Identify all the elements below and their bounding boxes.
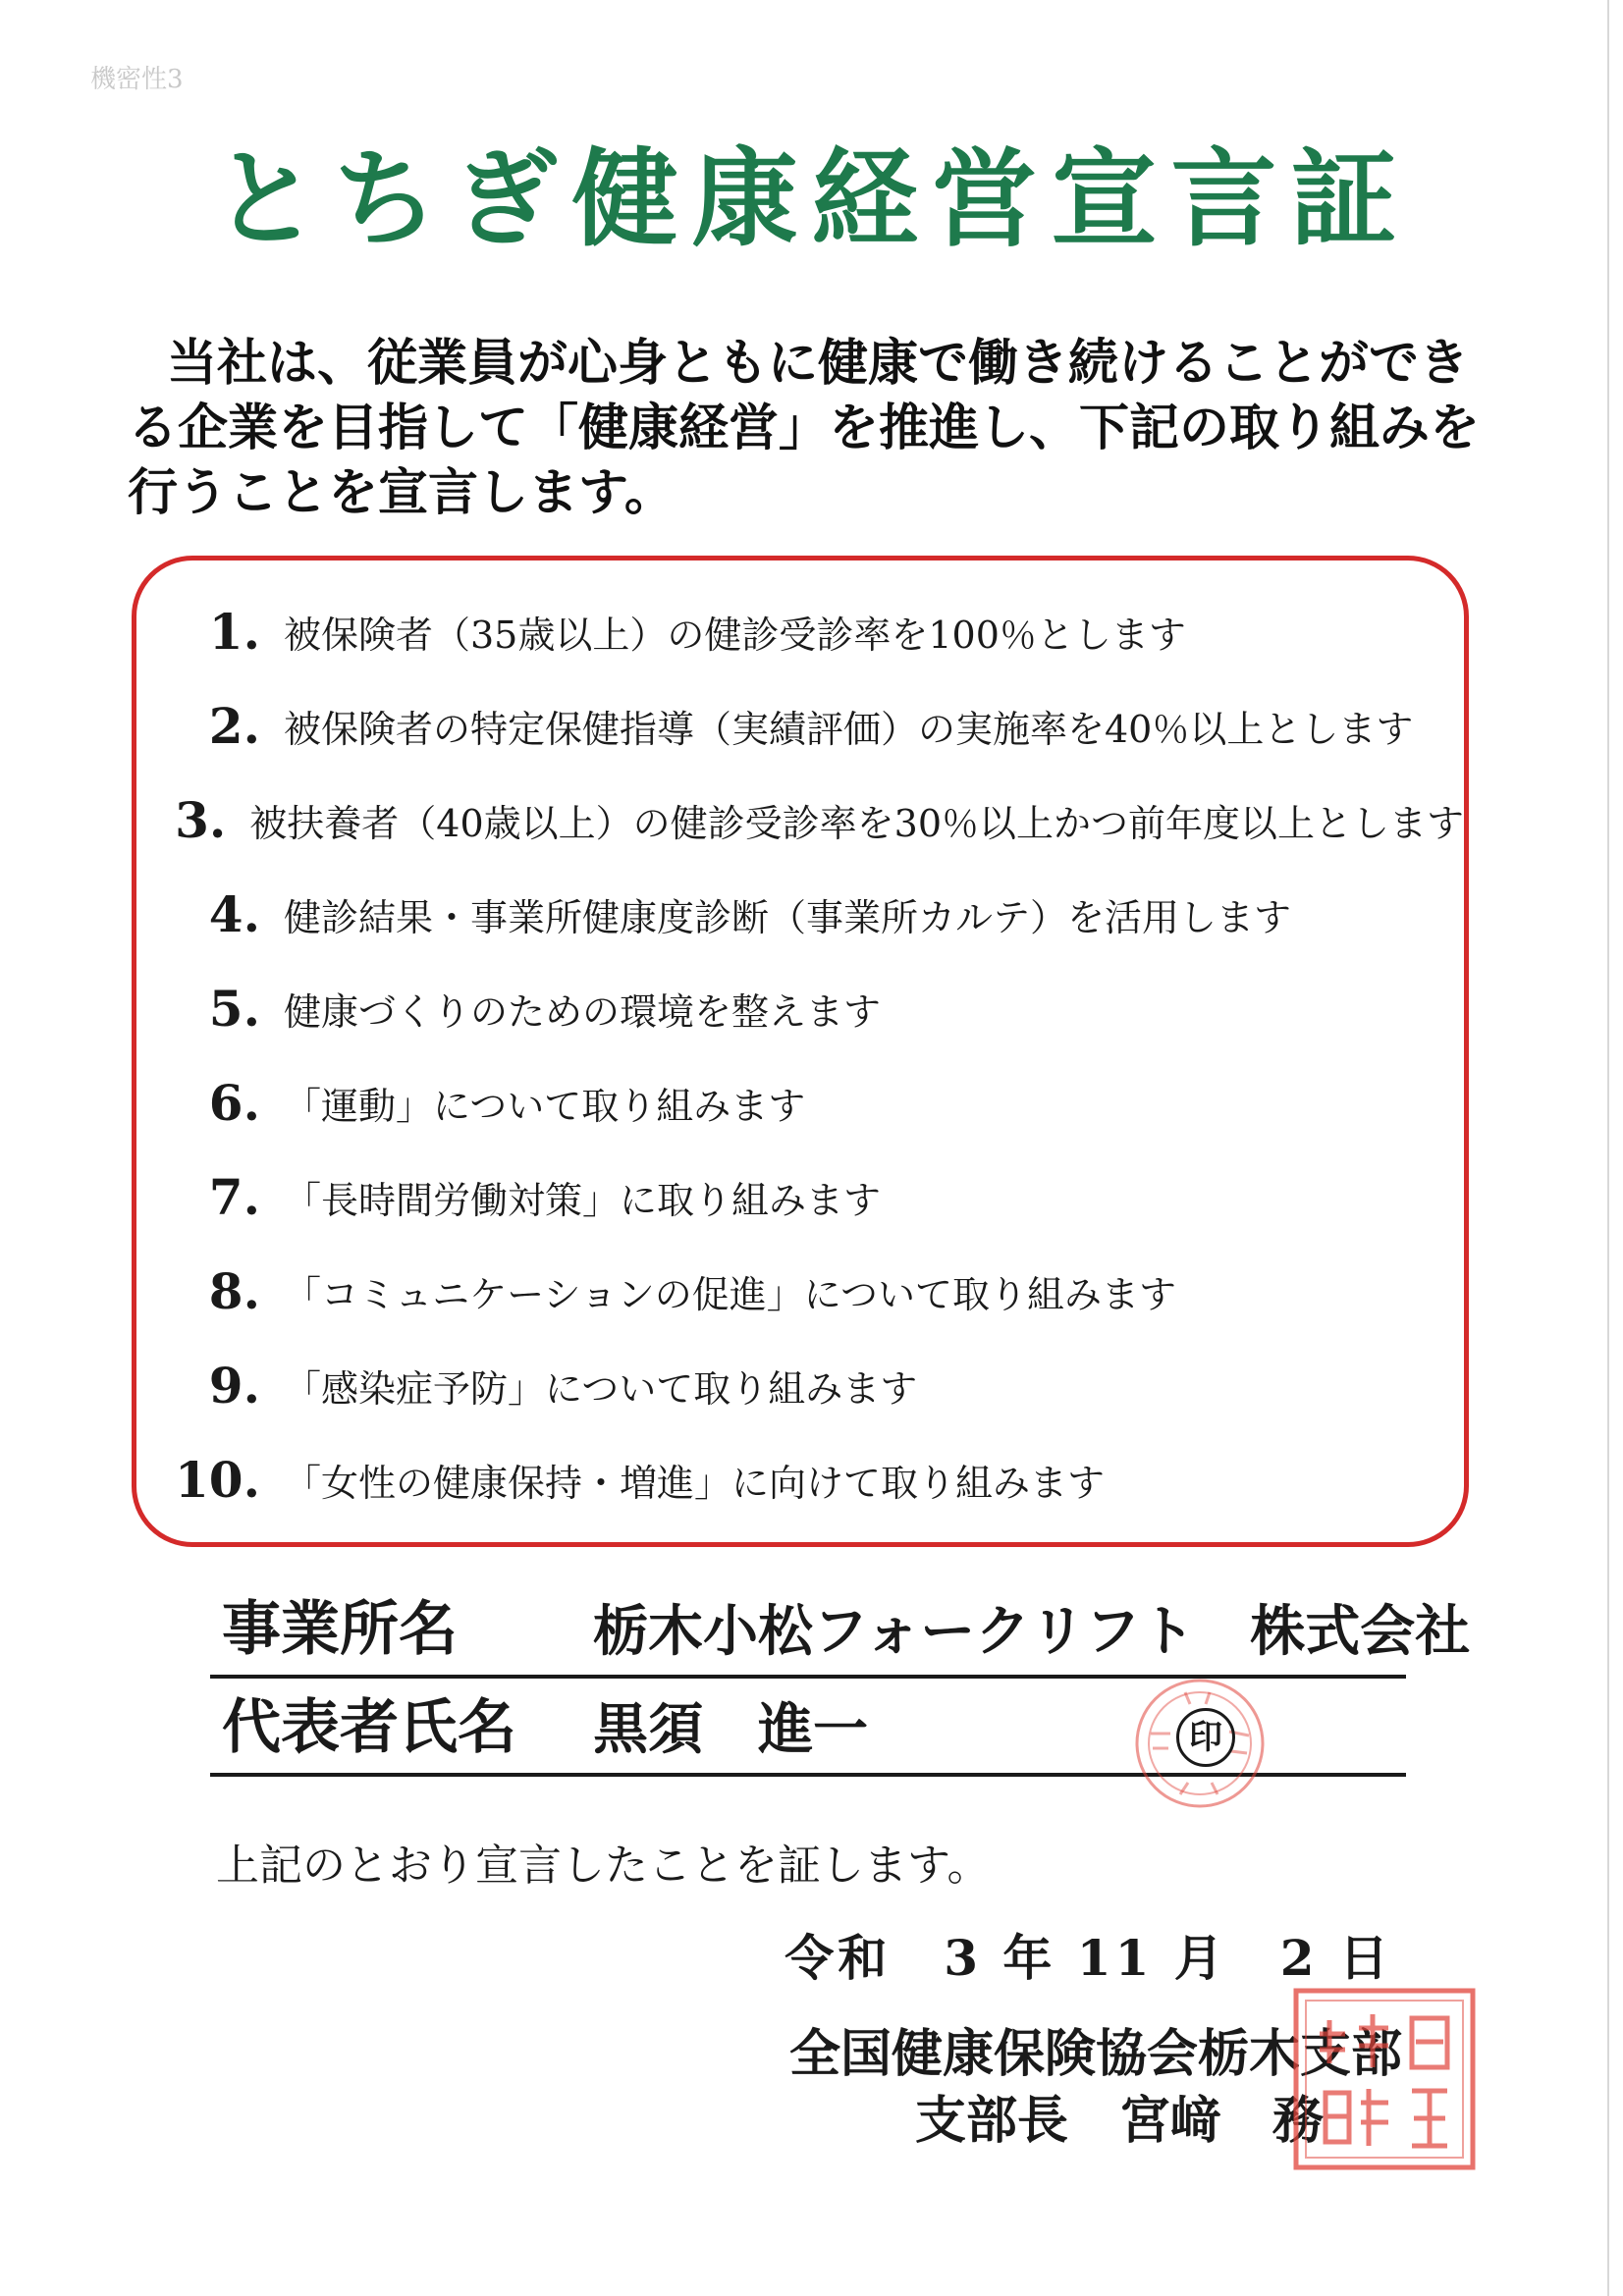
commitment-item xyxy=(136,790,1464,849)
commitment-text: 「長時間労働対策」に取り組みます xyxy=(284,1178,882,1222)
commitment-number: 6. xyxy=(208,1073,260,1132)
commitment-item xyxy=(136,1167,1464,1226)
commitment-text: 「運動」について取り組みます xyxy=(284,1084,806,1128)
company-label: 事業所名 xyxy=(222,1595,458,1664)
issuer-organization: 全国健康保険協会栃木支部 xyxy=(788,2025,1402,2084)
issuer-head: 支部長 宮﨑 務 xyxy=(914,2092,1324,2151)
commitment-item xyxy=(136,602,1464,661)
commitment-item xyxy=(136,1356,1464,1415)
inkan-mark: 印 xyxy=(1176,1708,1235,1767)
commitment-text: 被保険者の特定保健指導（実績評価）の実施率を40％以上とします xyxy=(284,707,1414,751)
commitment-number: 3. xyxy=(175,790,227,849)
declaration-intro xyxy=(128,332,1502,526)
commitments-box xyxy=(132,556,1469,1547)
commitment-number: 7. xyxy=(208,1167,260,1226)
page-edge-line xyxy=(1607,0,1609,2296)
commitment-item xyxy=(136,979,1464,1038)
representative-label: 代表者氏名 xyxy=(222,1693,516,1762)
commitment-text: 「女性の健康保持・増進」に向けて取り組みます xyxy=(284,1461,1106,1505)
issue-date: 令和 3 年 11 月 2 日 xyxy=(784,1929,1392,1987)
commitment-text: 健診結果・事業所健康度診断（事業所カルテ）を活用します xyxy=(284,895,1292,939)
certificate-title: とちぎ健康経営宣言証 xyxy=(212,138,1411,261)
intro-line-1: 当社は、従業員が心身ともに健康で働き続けることができ xyxy=(167,335,1470,393)
commitment-number: 5. xyxy=(208,979,260,1038)
commitment-number: 8. xyxy=(208,1261,260,1320)
intro-line-3: 行うことを宣言します。 xyxy=(128,464,675,522)
official-seal-icon xyxy=(1290,1985,1479,2173)
commitment-number: 1. xyxy=(208,602,260,661)
company-name: 栃木小松フォークリフト 株式会社 xyxy=(593,1600,1471,1664)
commitment-text: 「感染症予防」について取り組みます xyxy=(284,1366,918,1411)
commitment-item xyxy=(136,1073,1464,1132)
commitment-text: 健康づくりのための環境を整えます xyxy=(284,989,882,1034)
representative-name: 黒須 進一 xyxy=(593,1698,868,1762)
certification-statement: 上記のとおり宣言したことを証します。 xyxy=(216,1841,991,1891)
commitment-item xyxy=(136,1450,1464,1509)
commitment-number: 10. xyxy=(175,1450,260,1509)
commitment-number: 9. xyxy=(208,1356,260,1415)
classification-note: 機密性3 xyxy=(90,65,184,94)
company-name-row xyxy=(210,1595,1471,1679)
commitment-number: 2. xyxy=(208,696,260,755)
commitment-text: 被扶養者（40歳以上）の健診受診率を30％以上かつ前年度以上とします xyxy=(249,801,1464,845)
commitment-text: 「コミュニケーションの促進」について取り組みます xyxy=(284,1272,1176,1316)
commitment-item xyxy=(136,884,1464,943)
commitment-item xyxy=(136,1261,1464,1320)
commitment-item xyxy=(136,696,1464,755)
intro-line-2: る企業を目指して「健康経営」を推進し、下記の取り組みを xyxy=(128,400,1481,457)
commitment-text: 被保険者（35歳以上）の健診受診率を100％とします xyxy=(284,613,1186,657)
commitment-number: 4. xyxy=(208,884,260,943)
